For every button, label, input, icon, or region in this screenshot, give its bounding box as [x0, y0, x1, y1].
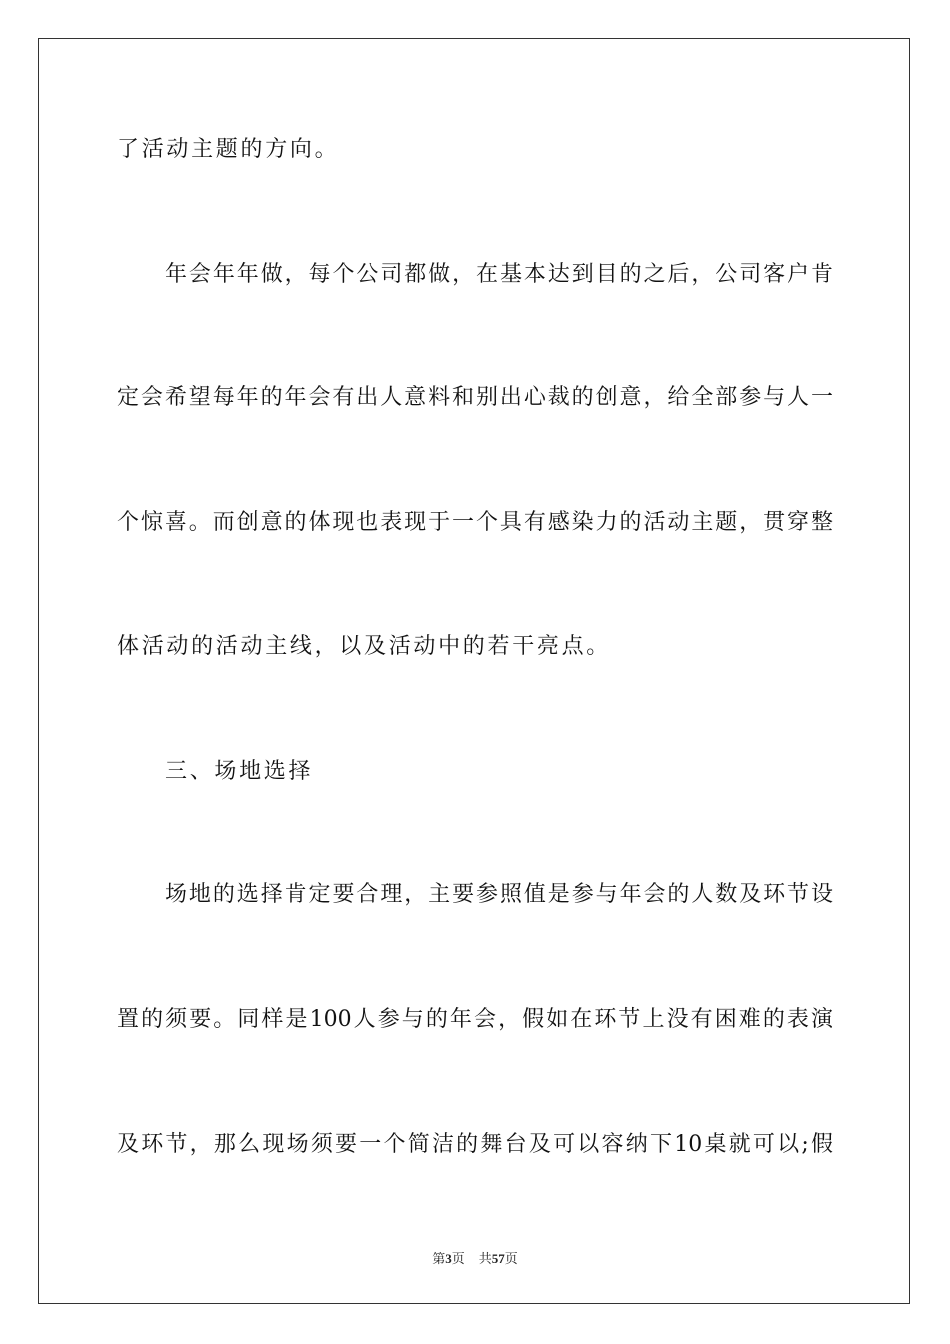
paragraph-2-line-2: 置的须要。同样是100人参与的年会，假如在环节上没有困难的表演 — [117, 1007, 833, 1032]
paragraph-1-line-2: 定会希望每年的年会有出人意料和别出心裁的创意，给全部参与人一 — [117, 385, 833, 410]
paragraph-1-line-1: 年会年年做，每个公司都做，在基本达到目的之后，公司客户肯 — [165, 262, 833, 287]
page-prefix: 第 — [432, 1252, 446, 1267]
section-heading: 三、场地选择 — [165, 759, 314, 784]
page-number: 3 — [445, 1251, 452, 1266]
paragraph-2-line-3: 及环节，那么现场须要一个简洁的舞台及可以容纳下10桌就可以;假 — [117, 1132, 833, 1157]
total-suffix: 页 — [504, 1252, 518, 1267]
page-footer — [0, 1248, 950, 1267]
total-prefix: 共 — [478, 1252, 492, 1267]
total-pages: 57 — [491, 1251, 505, 1266]
paragraph-1-line-4: 体活动的活动主线，以及活动中的若干亮点。 — [117, 634, 612, 659]
text-line-1: 了活动主题的方向。 — [117, 137, 340, 162]
page-border — [38, 38, 910, 1304]
paragraph-2-line-1: 场地的选择肯定要合理，主要参照值是参与年会的人数及环节设 — [165, 882, 833, 907]
paragraph-1-line-3: 个惊喜。而创意的体现也表现于一个具有感染力的活动主题，贯穿整 — [117, 510, 833, 535]
page-suffix: 页 — [451, 1252, 465, 1267]
